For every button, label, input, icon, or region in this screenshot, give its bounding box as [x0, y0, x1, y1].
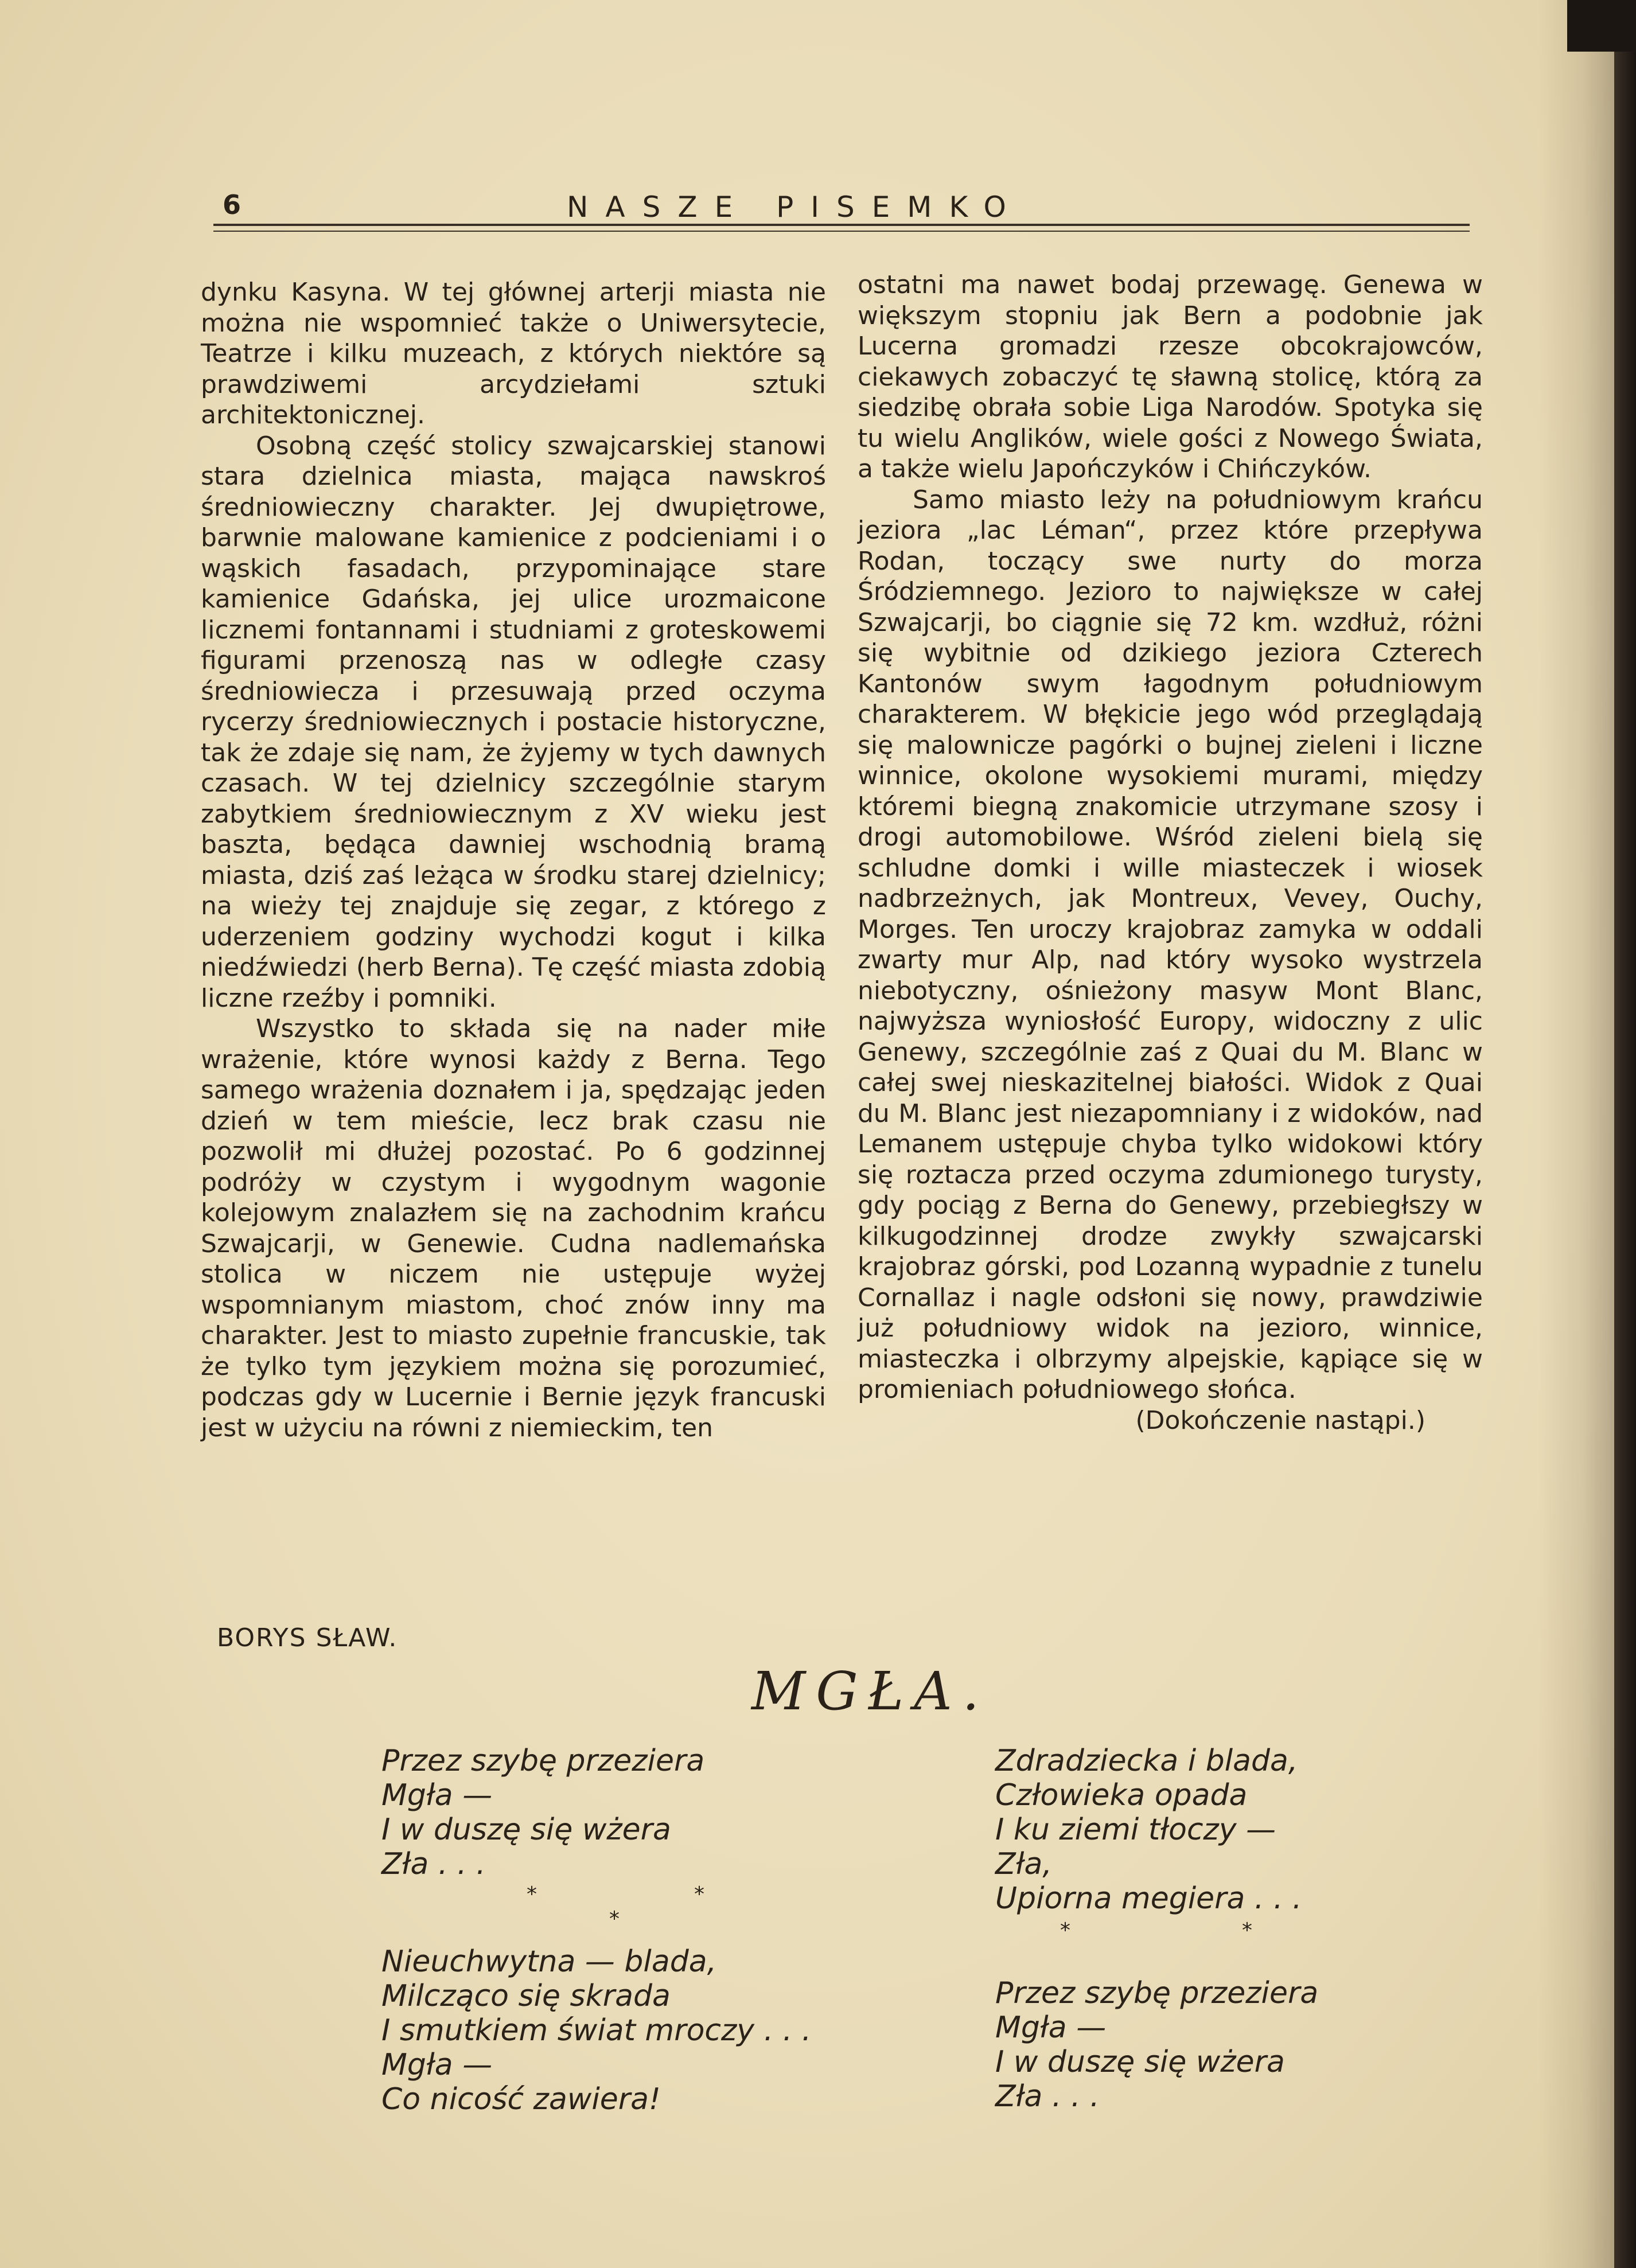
poem-line: I w duszę się wżera: [995, 2045, 1285, 2079]
poem-line: I ku ziemi tłoczy —: [995, 1813, 1276, 1847]
separator-star: *: [1060, 1919, 1070, 1942]
binding-edge: [1614, 0, 1636, 2268]
page-number: 6: [223, 189, 241, 220]
header-rule-thin: [213, 231, 1470, 232]
page-corner: [1567, 0, 1636, 52]
paragraph: Wszystko to składa się na nader miłe wrażenie, które wynosi każdy z Berna. Tego samego wrażenia doznałem i ja, spędzając jeden dzień w tem mieście, lecz brak czasu nie pozwolił mi dłużej pozostać. Po 6 godzinnej podróży w czystym i wygodnym wagonie kolejowym znalazłem się na zachodnim krańcu Szwajcarji, w Genewie. Cudna nadlemańska stolica w niczem nie ustępuje wyżej wspomnianym miastom, choć znów inny ma charakter. Jest to miasto zupełnie francuskie, tak że tylko tym językiem można się porozumieć, podczas gdy w Lucernie i Bernie język francuski jest w użyciu na równi z niemieckim, ten: [201, 1014, 826, 1443]
poem-line: Nieuchwytna — blada,: [381, 1944, 717, 1979]
poem-line: Zdradziecka i blada,: [995, 1744, 1298, 1778]
article-author: BORYS SŁAW.: [217, 1623, 398, 1653]
poem-stanza-1: [381, 1744, 704, 1881]
poem-title: MGŁA.: [751, 1661, 990, 1722]
paragraph: Osobną część stolicy szwajcarskiej stanowi stara dzielnica miasta, mająca nawskroś średniowieczny charakter. Jej dwupiętrowe, barwnie malowane kamienice z podcieniami i o wąskich fasadach, przypominające stare kamienice Gdańska, jej ulice urozmaicone licznemi fontannami i studniami z groteskowemi figurami przenoszą nas w odległe czasy średniowiecza i przesuwają przed oczyma rycerzy średniowiecznych i postacie historyczne, tak że zdaje się nam, że żyjemy w tych dawnych czasach. W tej dzielnicy szczególnie starym zabytkiem średniowiecznym z XV wieku jest baszta, będąca dawniej wschodnią bramą miasta, dziś zaś leżąca w środku starej dzielnicy; na wieży tej znajduje się zegar, z którego z uderzeniem godziny wychodzi kogut i kilka niedźwiedzi (herb Berna). Tę część miasta zdobią liczne rzeźby i pomniki.: [201, 431, 826, 1013]
poem-line: Człowieka opada: [995, 1778, 1248, 1813]
poem-line: Mgła —: [381, 2048, 493, 2082]
paragraph: dynku Kasyna. W tej głównej arterji miasta nie można nie wspomnieć także o Uniwersytecie, Teatrze i kilku muzeach, z których niektóre są prawdziwemi arcydziełami sztuki architektonicznej.: [201, 278, 826, 430]
poem-line: Przez szybę przeziera: [381, 1744, 705, 1778]
poem-line: I w duszę się wżera: [381, 1813, 671, 1847]
separator-star: *: [1242, 1919, 1252, 1942]
poem-line: Mgła —: [995, 2010, 1107, 2045]
poem-line: Upiorna megiera . . .: [995, 1881, 1302, 1916]
separator-star: *: [694, 1883, 704, 1906]
paragraph: Samo miasto leży na południowym krańcu jeziora „lac Léman“, przez które przepływa Rodan, toczący swe nurty do morza Śródziemnego. Jezioro to największe w całej Szwajcarji, bo ciągnie się 72 km. wzdłuż, różni się wybitnie od dzikiego jeziora Czterech Kantonów swym łagodnym południowym charakterem. W błękicie jego wód przeglądają się malownicze pagórki o bujnej zieleni i liczne winnice, okolone wysokiemi murami, między któremi biegną znakomicie utrzymane szosy i drogi automobilowe. Wśród zieleni bielą się schludne domki i wille miasteczek i wiosek nadbrzeżnych, jak Montreux, Vevey, Ouchy, Morges. Ten uroczy krajobraz zamyka w oddali zwarty mur Alp, nad który wysoko wystrzela niebotyczny, ośnieżony masyw Mont Blanc, najwyższa wyniosłość Europy, widoczny z ulic Genewy, szczególnie zaś z Quai du M. Blanc w całej swej nieskazitelnej białości. Widok z Quai du M. Blanc jest niezapomniany i z widoków, nad Lemanem ustępuje chyba tylko widokowi który się roztacza przed oczyma zdumionego turysty, gdy pociąg z Berna do Genewy, przebiegłszy w kilkugodzinnej drodze zwykły szwajcarski krajobraz górski, pod Lozanną wypadnie z tunelu Cornallaz i nagle odsłoni się nowy, prawdziwie już południowy widok na jezioro, winnice, miasteczka i olbrzymy alpejskie, kąpiące się w promieniach południowego słońca.: [858, 485, 1483, 1404]
article-column-right: [858, 270, 1483, 1436]
poem-line: Zła . . .: [381, 1847, 486, 1881]
poem-stanza-2: [381, 1944, 811, 2117]
poem-line: Przez szybę przeziera: [995, 1976, 1319, 2010]
poem-line: Mgła —: [381, 1778, 493, 1813]
poem-stanza-4: [995, 1976, 1318, 2114]
journal-title: NASZE PISEMKO: [567, 190, 1023, 224]
separator-star: *: [527, 1883, 537, 1906]
article-column-left: [201, 277, 826, 1443]
poem-line: Co nicość zawiera!: [381, 2082, 661, 2117]
header-rule: [213, 224, 1470, 226]
poem-stanza-3: [995, 1744, 1302, 1916]
paragraph: ostatni ma nawet bodaj przewagę. Genewa w większym stopniu jak Bern a podobnie jak Lucerna gromadzi rzesze obcokrajowców, ciekawych zobaczyć tę sławną stolicę, którą za siedzibę obrała sobie Liga Narodów. Spotyka się tu wielu Anglików, wiele gości z Nowego Świata, a także wielu Japończyków i Chińczyków.: [858, 270, 1483, 484]
separator-star: *: [609, 1907, 620, 1931]
poem-line: Milcząco się skrada: [381, 1979, 671, 2013]
poem-line: I smutkiem świat mroczy . . .: [381, 2013, 812, 2048]
continued-note: (Dokończenie nastąpi.): [1135, 1405, 1425, 1435]
poem-line: Zła . . .: [995, 2079, 1100, 2114]
poem-line: Zła,: [995, 1847, 1052, 1881]
